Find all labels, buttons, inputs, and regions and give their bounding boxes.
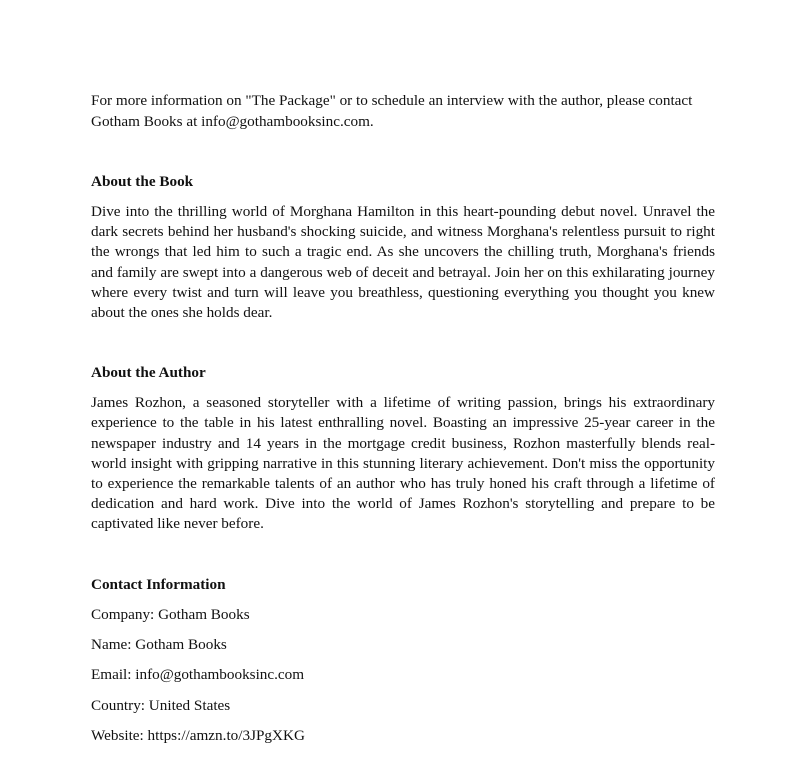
contact-list (91, 605, 715, 746)
contact-company: Company: Gotham Books (91, 605, 250, 623)
contact-heading: Contact Information (91, 575, 226, 593)
about-book-heading: About the Book (91, 173, 194, 190)
about-author-paragraph: James Rozhon, a seasoned storyteller with a lifetime of writing passion, brings his extraordinary experience to the table in his latest enthralling novel. Boasting an impressive 25-year career in the newspaper industry and 14 years in the mortgage credit business, Rozhon masterfully blends real-world insight with gripping narrative in this stunning literary achievement. Don't miss the opportunity to experience the remarkable talents of an author who has truly honed his craft through a lifetime of dedication and hard work. Dive into the world of James Rozhon's storytelling and prepare to be captivated like never before. (91, 394, 715, 533)
intro-paragraph: For more information on "The Package" or to schedule an interview with the author, please contact Gotham Books at info@gothambooksinc.com. (91, 92, 693, 130)
about-author-heading: About the Author (91, 364, 206, 382)
contact-name: Name: Gotham Books (91, 635, 227, 653)
contact-website: Website: https://amzn.to/3JPgXKG (91, 726, 305, 744)
contact-country: Country: United States (91, 696, 231, 714)
contact-email: Email: info@gothambooksinc.com (91, 666, 305, 684)
about-book-paragraph: Dive into the thrilling world of Morghana Hamilton in this heart-pounding debut novel. Unravel the dark secrets behind her husband's shocking suicide, and witness Morghana's relentless pursuit to right the wrongs that led him to such a tragic end. As she uncovers the chilling truth, Morghana's friends and family are swept into a dangerous web of deceit and betrayal. Join her on this exhilarating journey where every twist and turn will leave you breathless, questioning everything you thought you knew about the ones she holds dear. (91, 203, 715, 322)
press-release-page (91, 91, 715, 756)
